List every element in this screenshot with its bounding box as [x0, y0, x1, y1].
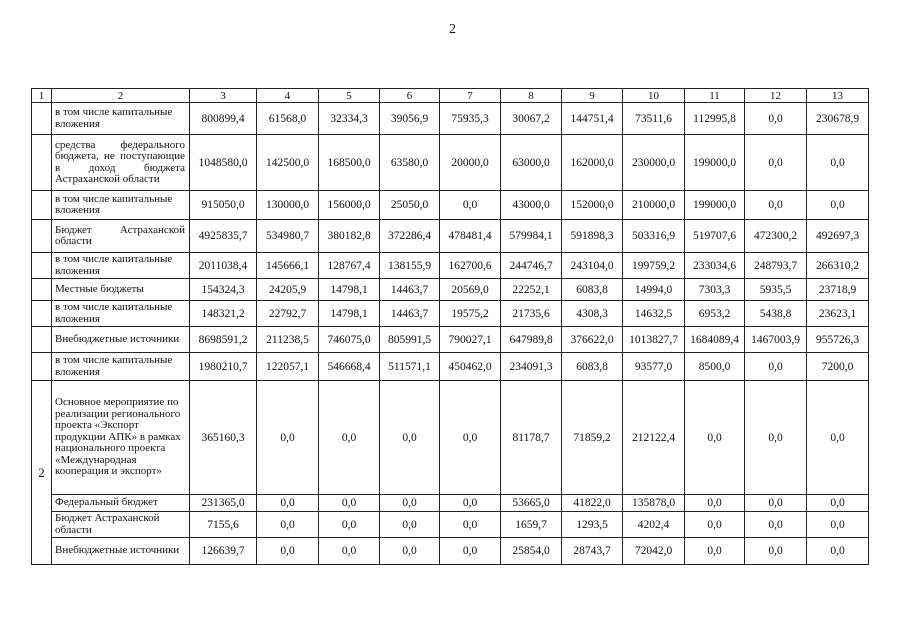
value-cell: 28743,7 — [562, 538, 623, 565]
row-label: средства федерального бюджета, не поступающие в доход бюджета Астраханской области — [52, 135, 190, 191]
value-cell: 0,0 — [257, 495, 319, 512]
value-cell: 7155,6 — [190, 512, 257, 538]
value-cell: 7303,3 — [685, 279, 745, 301]
value-cell: 144751,4 — [562, 103, 623, 135]
value-cell: 546668,4 — [319, 353, 380, 381]
value-cell: 212122,4 — [623, 381, 685, 495]
value-cell: 23718,9 — [807, 279, 869, 301]
value-cell: 244746,7 — [501, 253, 562, 279]
column-header-4: 4 — [257, 89, 319, 103]
value-cell: 22792,7 — [257, 301, 319, 327]
value-cell: 71859,2 — [562, 381, 623, 495]
row-label: в том числе капитальные вложения — [52, 301, 190, 327]
column-header-9: 9 — [562, 89, 623, 103]
column-header-1: 1 — [32, 89, 52, 103]
value-cell: 75935,3 — [440, 103, 501, 135]
table-row — [32, 103, 869, 135]
value-cell: 805991,5 — [380, 327, 440, 353]
value-cell: 0,0 — [685, 381, 745, 495]
value-cell: 1467003,9 — [745, 327, 807, 353]
value-cell: 478481,4 — [440, 220, 501, 253]
row-number-cell — [32, 253, 52, 279]
value-cell: 0,0 — [745, 103, 807, 135]
value-cell: 0,0 — [440, 495, 501, 512]
table-row — [32, 381, 869, 495]
value-cell: 154324,3 — [190, 279, 257, 301]
value-cell: 156000,0 — [319, 191, 380, 220]
column-header-5: 5 — [319, 89, 380, 103]
value-cell: 231365,0 — [190, 495, 257, 512]
value-cell: 0,0 — [807, 381, 869, 495]
value-cell: 39056,9 — [380, 103, 440, 135]
value-cell: 0,0 — [257, 381, 319, 495]
value-cell: 211238,5 — [257, 327, 319, 353]
value-cell: 380182,8 — [319, 220, 380, 253]
value-cell: 8698591,2 — [190, 327, 257, 353]
value-cell: 0,0 — [685, 495, 745, 512]
value-cell: 81178,7 — [501, 381, 562, 495]
value-cell: 63000,0 — [501, 135, 562, 191]
value-cell: 6953,2 — [685, 301, 745, 327]
value-cell: 0,0 — [807, 495, 869, 512]
value-cell: 126639,7 — [190, 538, 257, 565]
row-number-cell — [32, 220, 52, 253]
value-cell: 0,0 — [745, 353, 807, 381]
value-cell: 591898,3 — [562, 220, 623, 253]
value-cell: 0,0 — [807, 538, 869, 565]
value-cell: 0,0 — [380, 495, 440, 512]
value-cell: 790027,1 — [440, 327, 501, 353]
column-header-10: 10 — [623, 89, 685, 103]
value-cell: 0,0 — [745, 381, 807, 495]
value-cell: 0,0 — [319, 512, 380, 538]
value-cell: 955726,3 — [807, 327, 869, 353]
value-cell: 14798,1 — [319, 301, 380, 327]
value-cell: 1659,7 — [501, 512, 562, 538]
row-number-cell — [32, 327, 52, 353]
value-cell: 61568,0 — [257, 103, 319, 135]
column-header-13: 13 — [807, 89, 869, 103]
value-cell: 1980210,7 — [190, 353, 257, 381]
value-cell: 0,0 — [319, 538, 380, 565]
table-row — [32, 538, 869, 565]
row-number-cell — [32, 135, 52, 191]
value-cell: 41822,0 — [562, 495, 623, 512]
row-label: в том числе капитальные вложения — [52, 353, 190, 381]
table-row — [32, 253, 869, 279]
value-cell: 472300,2 — [745, 220, 807, 253]
value-cell: 0,0 — [807, 191, 869, 220]
row-label: в том числе капитальные вложения — [52, 191, 190, 220]
value-cell: 24205,9 — [257, 279, 319, 301]
table-row — [32, 135, 869, 191]
table-row — [32, 220, 869, 253]
row-number-cell — [32, 279, 52, 301]
value-cell: 148321,2 — [190, 301, 257, 327]
value-cell: 503316,9 — [623, 220, 685, 253]
value-cell: 0,0 — [440, 191, 501, 220]
row-number-cell — [32, 191, 52, 220]
value-cell: 14463,7 — [380, 279, 440, 301]
row-label: Основное мероприятие по реализации регионального проекта «Экспорт продукции АПК» в рамках национального проекта «Международная кооперация и экспорт» — [52, 381, 190, 495]
value-cell: 6083,8 — [562, 279, 623, 301]
table-row — [32, 512, 869, 538]
column-header-2: 2 — [52, 89, 190, 103]
value-cell: 230000,0 — [623, 135, 685, 191]
value-cell: 199000,0 — [685, 135, 745, 191]
value-cell: 4308,3 — [562, 301, 623, 327]
row-number-cell — [32, 301, 52, 327]
row-label: Федеральный бюджет — [52, 495, 190, 512]
row-label: в том числе капитальные вложения — [52, 103, 190, 135]
row-number-cell — [32, 353, 52, 381]
value-cell: 746075,0 — [319, 327, 380, 353]
value-cell: 0,0 — [685, 512, 745, 538]
value-cell: 43000,0 — [501, 191, 562, 220]
row-label: Местные бюджеты — [52, 279, 190, 301]
value-cell: 0,0 — [745, 512, 807, 538]
row-label: Бюджет Астраханской области — [52, 220, 190, 253]
value-cell: 14463,7 — [380, 301, 440, 327]
value-cell: 0,0 — [440, 512, 501, 538]
budget-table — [31, 88, 869, 565]
value-cell: 162700,6 — [440, 253, 501, 279]
column-header-row — [32, 89, 869, 103]
value-cell: 248793,7 — [745, 253, 807, 279]
value-cell: 1684089,4 — [685, 327, 745, 353]
value-cell: 32334,3 — [319, 103, 380, 135]
value-cell: 145666,1 — [257, 253, 319, 279]
value-cell: 0,0 — [807, 135, 869, 191]
row-label: в том числе капитальные вложения — [52, 253, 190, 279]
value-cell: 5935,5 — [745, 279, 807, 301]
value-cell: 21735,6 — [501, 301, 562, 327]
value-cell: 0,0 — [685, 538, 745, 565]
value-cell: 800899,4 — [190, 103, 257, 135]
value-cell: 915050,0 — [190, 191, 257, 220]
value-cell: 266310,2 — [807, 253, 869, 279]
column-header-8: 8 — [501, 89, 562, 103]
value-cell: 0,0 — [257, 512, 319, 538]
row-label: Бюджет Астраханской области — [52, 512, 190, 538]
column-header-12: 12 — [745, 89, 807, 103]
value-cell: 122057,1 — [257, 353, 319, 381]
value-cell: 1013827,7 — [623, 327, 685, 353]
value-cell: 112995,8 — [685, 103, 745, 135]
value-cell: 93577,0 — [623, 353, 685, 381]
value-cell: 20569,0 — [440, 279, 501, 301]
value-cell: 0,0 — [745, 135, 807, 191]
value-cell: 365160,3 — [190, 381, 257, 495]
value-cell: 376622,0 — [562, 327, 623, 353]
value-cell: 22252,1 — [501, 279, 562, 301]
table-row — [32, 301, 869, 327]
value-cell: 128767,4 — [319, 253, 380, 279]
value-cell: 199000,0 — [685, 191, 745, 220]
value-cell: 20000,0 — [440, 135, 501, 191]
value-cell: 135878,0 — [623, 495, 685, 512]
value-cell: 647989,8 — [501, 327, 562, 353]
value-cell: 199759,2 — [623, 253, 685, 279]
value-cell: 579984,1 — [501, 220, 562, 253]
value-cell: 138155,9 — [380, 253, 440, 279]
value-cell: 0,0 — [380, 381, 440, 495]
value-cell: 1293,5 — [562, 512, 623, 538]
page-number: 2 — [449, 22, 456, 37]
value-cell: 19575,2 — [440, 301, 501, 327]
value-cell: 519707,6 — [685, 220, 745, 253]
value-cell: 372286,4 — [380, 220, 440, 253]
value-cell: 25050,0 — [380, 191, 440, 220]
value-cell: 534980,7 — [257, 220, 319, 253]
value-cell: 14994,0 — [623, 279, 685, 301]
value-cell: 450462,0 — [440, 353, 501, 381]
table-row — [32, 279, 869, 301]
table-row — [32, 495, 869, 512]
value-cell: 0,0 — [745, 538, 807, 565]
table-row — [32, 353, 869, 381]
column-header-11: 11 — [685, 89, 745, 103]
value-cell: 2011038,4 — [190, 253, 257, 279]
value-cell: 23623,1 — [807, 301, 869, 327]
row-label: Внебюджетные источники — [52, 538, 190, 565]
value-cell: 72042,0 — [623, 538, 685, 565]
value-cell: 25854,0 — [501, 538, 562, 565]
value-cell: 30067,2 — [501, 103, 562, 135]
value-cell: 0,0 — [745, 495, 807, 512]
value-cell: 0,0 — [440, 538, 501, 565]
table-row — [32, 191, 869, 220]
value-cell: 6083,8 — [562, 353, 623, 381]
column-header-7: 7 — [440, 89, 501, 103]
value-cell: 5438,8 — [745, 301, 807, 327]
value-cell: 142500,0 — [257, 135, 319, 191]
value-cell: 210000,0 — [623, 191, 685, 220]
value-cell: 0,0 — [440, 381, 501, 495]
value-cell: 243104,0 — [562, 253, 623, 279]
value-cell: 0,0 — [319, 381, 380, 495]
table-row — [32, 327, 869, 353]
value-cell: 7200,0 — [807, 353, 869, 381]
value-cell: 14798,1 — [319, 279, 380, 301]
value-cell: 8500,0 — [685, 353, 745, 381]
value-cell: 53665,0 — [501, 495, 562, 512]
row-number-cell — [32, 103, 52, 135]
value-cell: 0,0 — [380, 538, 440, 565]
value-cell: 0,0 — [319, 495, 380, 512]
value-cell: 73511,6 — [623, 103, 685, 135]
value-cell: 0,0 — [257, 538, 319, 565]
value-cell: 63580,0 — [380, 135, 440, 191]
value-cell: 4925835,7 — [190, 220, 257, 253]
value-cell: 0,0 — [380, 512, 440, 538]
column-header-6: 6 — [380, 89, 440, 103]
value-cell: 130000,0 — [257, 191, 319, 220]
row-label: Внебюджетные источники — [52, 327, 190, 353]
value-cell: 492697,3 — [807, 220, 869, 253]
value-cell: 14632,5 — [623, 301, 685, 327]
column-header-3: 3 — [190, 89, 257, 103]
value-cell: 230678,9 — [807, 103, 869, 135]
value-cell: 4202,4 — [623, 512, 685, 538]
value-cell: 234091,3 — [501, 353, 562, 381]
value-cell: 1048580,0 — [190, 135, 257, 191]
value-cell: 168500,0 — [319, 135, 380, 191]
value-cell: 162000,0 — [562, 135, 623, 191]
value-cell: 233034,6 — [685, 253, 745, 279]
value-cell: 0,0 — [745, 191, 807, 220]
row-group-number: 2 — [32, 381, 52, 565]
value-cell: 0,0 — [807, 512, 869, 538]
value-cell: 511571,1 — [380, 353, 440, 381]
value-cell: 152000,0 — [562, 191, 623, 220]
